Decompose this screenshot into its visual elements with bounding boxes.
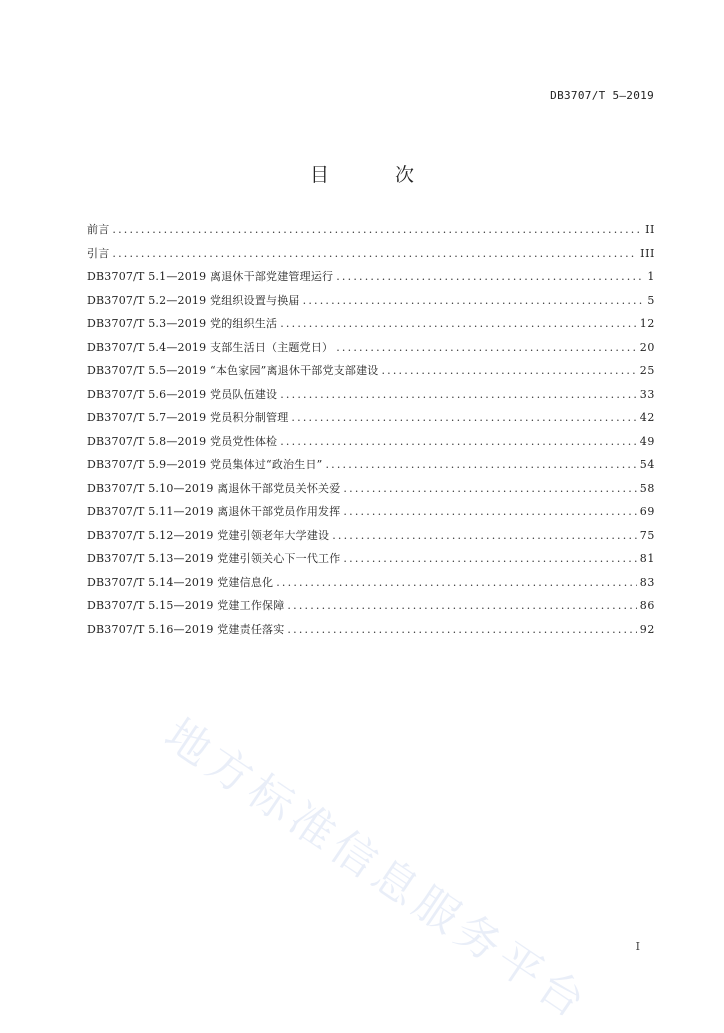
toc-entry-label: DB3707/T 5.1—2019 离退休干部党建管理运行 <box>87 270 334 283</box>
toc-entry-page: 86 <box>639 599 655 612</box>
toc-leader-dots <box>381 359 636 383</box>
toc-entry[interactable] <box>87 406 655 430</box>
toc-leader-dots <box>343 500 636 524</box>
toc-entry-label: DB3707/T 5.11—2019 离退休干部党员作用发挥 <box>87 505 341 518</box>
toc-entry-page: 92 <box>639 622 655 636</box>
toc-entry-label: DB3707/T 5.13—2019 党建引领关心下一代工作 <box>87 552 341 565</box>
toc-entry-page: 25 <box>639 364 655 377</box>
toc-entry-page: 75 <box>639 528 655 542</box>
toc-leader-dots <box>112 218 642 242</box>
toc-entry-page: 12 <box>639 317 655 330</box>
toc-entry[interactable] <box>87 312 655 336</box>
document-code: DB3707/T 5—2019 <box>550 89 654 102</box>
toc-leader-dots <box>343 547 636 571</box>
toc-entry[interactable] <box>87 477 655 501</box>
toc-leader-dots <box>280 383 637 407</box>
toc-entry[interactable] <box>87 289 655 313</box>
toc-leader-dots <box>336 336 637 360</box>
toc-entry-page: II <box>645 223 655 236</box>
toc-leader-dots <box>343 477 636 501</box>
toc-leader-dots <box>291 406 636 430</box>
toc-entry[interactable] <box>87 524 655 548</box>
toc-entry-label: DB3707/T 5.9—2019 党员集体过“政治生日” <box>87 458 323 471</box>
toc-entry-label: DB3707/T 5.8—2019 党员党性体检 <box>87 434 278 448</box>
toc-leader-dots <box>276 571 637 595</box>
toc-entry-page: III <box>640 246 655 260</box>
watermark: 地方标准信息服务平台 <box>155 709 599 1031</box>
toc-entry-label: 引言 <box>87 246 110 260</box>
toc-entry-page: 49 <box>639 434 655 448</box>
toc-leader-dots <box>325 453 636 477</box>
toc-entry-page: 83 <box>639 575 655 589</box>
toc-leader-dots <box>287 594 636 618</box>
toc-entry[interactable] <box>87 336 655 360</box>
toc-entry[interactable] <box>87 242 655 266</box>
toc-entry[interactable] <box>87 383 655 407</box>
toc-entry-label: DB3707/T 5.16—2019 党建责任落实 <box>87 622 285 636</box>
toc-leader-dots <box>280 430 637 454</box>
toc-entry[interactable] <box>87 265 655 289</box>
toc-entry-label: DB3707/T 5.2—2019 党组织设置与换届 <box>87 293 300 307</box>
toc-entry-page: 1 <box>647 270 655 283</box>
toc-entry[interactable] <box>87 594 655 618</box>
toc-entry-page: 20 <box>639 340 655 354</box>
toc-leader-dots <box>332 524 637 548</box>
toc-entry-page: 69 <box>639 505 655 518</box>
toc-leader-dots <box>287 618 636 642</box>
toc-entry-page: 42 <box>639 411 655 424</box>
toc-entry-label: DB3707/T 5.7—2019 党员积分制管理 <box>87 411 289 424</box>
toc-entry-page: 54 <box>639 458 655 471</box>
toc-entry[interactable] <box>87 500 655 524</box>
toc-entry-label: DB3707/T 5.10—2019 离退休干部党员关怀关爱 <box>87 481 341 495</box>
toc-entry[interactable] <box>87 618 655 642</box>
toc-entry-page: 58 <box>639 481 655 495</box>
toc-leader-dots <box>112 242 637 266</box>
toc-entry[interactable] <box>87 571 655 595</box>
toc-entry[interactable] <box>87 218 655 242</box>
toc-entry[interactable] <box>87 359 655 383</box>
toc-entry-page: 33 <box>639 387 655 401</box>
toc-entry-label: DB3707/T 5.4—2019 支部生活日（主题党日） <box>87 340 334 354</box>
toc-entry-label: DB3707/T 5.6—2019 党员队伍建设 <box>87 387 278 401</box>
table-of-contents <box>87 218 655 641</box>
page-title: 目 次 <box>309 164 445 186</box>
toc-entry-page: 5 <box>647 293 655 307</box>
toc-entry-label: 前言 <box>87 223 110 236</box>
toc-entry-label: DB3707/T 5.12—2019 党建引领老年大学建设 <box>87 528 330 542</box>
toc-entry-label: DB3707/T 5.14—2019 党建信息化 <box>87 575 274 589</box>
toc-entry-page: 81 <box>639 552 655 565</box>
toc-entry[interactable] <box>87 430 655 454</box>
toc-leader-dots <box>336 265 644 289</box>
toc-entry-label: DB3707/T 5.3—2019 党的组织生活 <box>87 317 278 330</box>
toc-leader-dots <box>280 312 637 336</box>
page-number: I <box>635 940 640 953</box>
toc-entry-label: DB3707/T 5.5—2019 “本色家园”离退休干部党支部建设 <box>87 364 379 377</box>
toc-entry-label: DB3707/T 5.15—2019 党建工作保障 <box>87 599 285 612</box>
toc-leader-dots <box>303 289 645 313</box>
toc-entry[interactable] <box>87 453 655 477</box>
toc-entry[interactable] <box>87 547 655 571</box>
